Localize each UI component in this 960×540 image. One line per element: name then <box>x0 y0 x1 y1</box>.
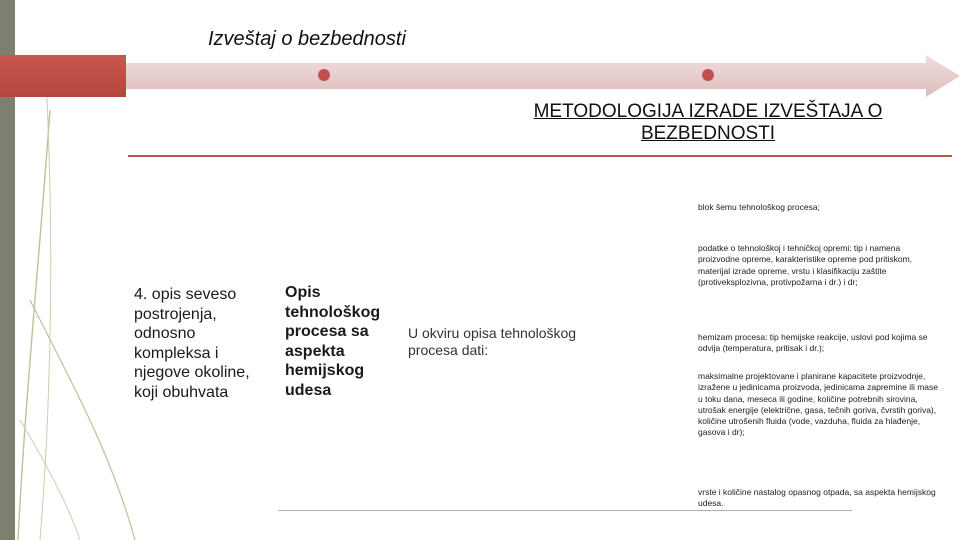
column-text-1: 4. opis seveso postrojenja, odnosno kompleksa i njegove okoline, koji obuhvata <box>134 286 250 401</box>
timeline-dot-2 <box>702 69 714 81</box>
section-heading: METODOLOGIJA IZRADE IZVEŠTAJA O BEZBEDNOSTI <box>533 101 883 144</box>
timeline-arrow <box>126 55 960 97</box>
timeline-dot-1 <box>318 69 330 81</box>
slide-title: Izveštaj o bezbednosti <box>208 28 406 50</box>
bottom-divider <box>278 510 852 511</box>
note-item: hemizam procesa: tip hemijske reakcije, uslovi pod kojima se odvija (temperatura, pritisak i dr.); <box>698 332 928 354</box>
note-item: blok šemu tehnološkog procesa; <box>698 202 820 212</box>
column-text-2: Opis tehnološkog procesa sa aspekta hemijskog udesa <box>285 284 381 399</box>
red-title-tab <box>0 55 126 97</box>
note-item: vrste i količine nastalog opasnog otpada, sa aspekta hemijskog udesa. <box>698 487 936 509</box>
heading-divider <box>128 155 952 157</box>
column-text-3: U okviru opisa tehnološkog procesa dati: <box>408 325 577 358</box>
note-item: maksimalne projektovane i planirane kapacitete proizvodnje, izražene u jedinicama proizvoda, jedinicama zapremine ili mase u toku dana, meseca ili godine, količine potrebnih sirovina, utrošak energije (električne, gasa, tečnih goriva, čvrstih goriva), količine utrošenih fluida (vode, vazduha, fluida za hlađenje, gasova i dr); <box>698 371 939 438</box>
note-item: podatke o tehnološkoj i tehničkoj opremi: tip i namena proizvodne opreme, karakteristike opreme pod pritiskom, materijal izrade opreme, vrstu i klasifikaciju zaštite (protiveksplozivna, protivpožarna i dr.) i dr; <box>698 243 913 287</box>
